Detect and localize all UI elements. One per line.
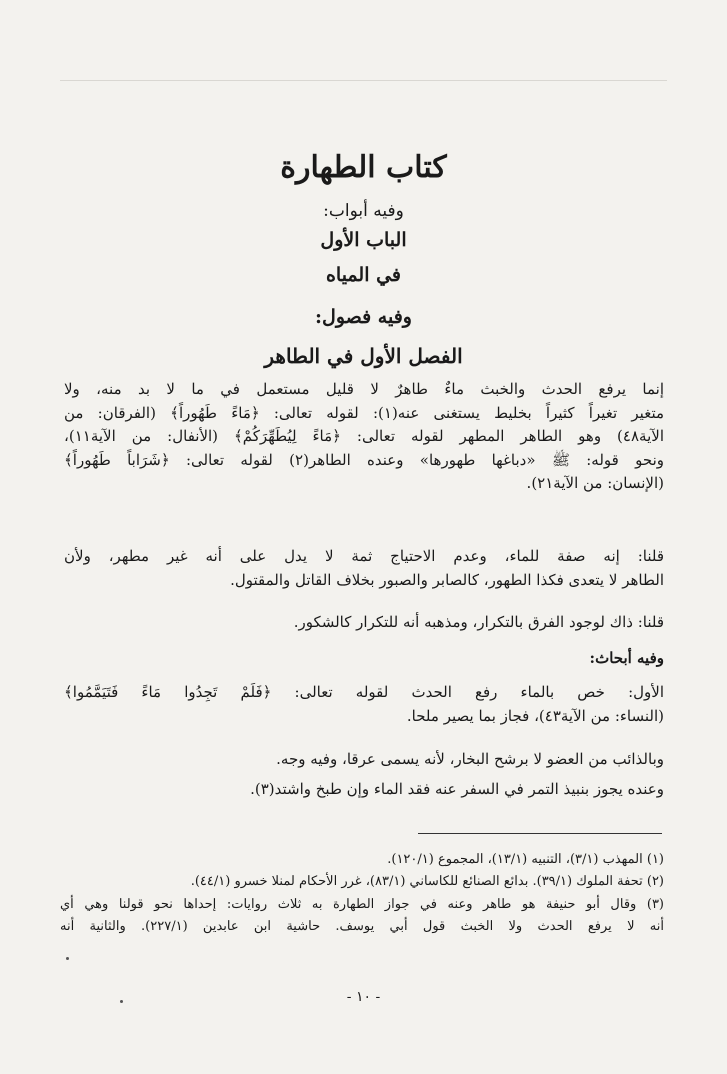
paragraph-line: ونحو قوله: ﷺ «دباغها طهورها» وعنده الطاهر(٢) لقوله تعالى: ﴿شَرَاباً طَهُوراً﴾ [64,450,664,469]
footnote-line: (٣) وقال أبو حنيفة هو طاهر وعنه في جواز الطهارة به ثلاث روايات: إحداها نحو قولنا وهي أي [60,897,664,912]
footnote-line: أنه لا يرفع الحدث ولا الخبث قول أبي يوسف. حاشية ابن عابدين (٢٢٧/١). والثانية أنه [60,919,664,934]
book-title: كتاب الطهارة [280,150,447,185]
paragraph-1 [64,378,664,496]
paragraph-line: (الإنسان: من الآية٢١). [526,474,664,492]
page-number: - ١٠ - [346,989,381,1005]
paragraph-6 [64,748,664,772]
paragraph-line: إنما يرفع الحدث والخبث ماءٌ طاهرٌ لا قليل مستعمل في ما لا بد منه، ولا [64,380,664,398]
paragraph-line: الأول: خص بالماء رفع الحدث لقوله تعالى: ﴿فَلَمْ تَجِدُوا مَاءً فَتَيَمَّمُوا﴾ [64,683,664,701]
paragraph-line: وعنده يجوز بنبيذ التمر في السفر عنه فقد الماء وإن طبخ واشتد(٣). [250,780,664,798]
footnote-2: (٢) تحفة الملوك (٣٩/١). بدائع الصنائع للكاساني (٨٣/١)، غرر الأحكام لمنلا خسرو (٤٤/١). [190,874,664,889]
paragraph-2 [64,545,664,592]
chapter-subtitle: في المياه [325,264,402,286]
ink-mark [66,957,69,960]
paragraph-line: قلنا: إنه صفة للماء، وعدم الاحتياج ثمة لا يدل على أنه غير مطهر، ولأن [64,547,664,565]
sections-intro: وفيه فصول: [315,306,412,328]
paragraph-line: (النساء: من الآية٤٣)، فجاز بما يصير ملحا. [406,706,664,725]
chapter-title: الباب الأول [320,229,407,251]
paragraph-line: وفيه أبحاث: [589,649,664,667]
section-title: الفصل الأول في الطاهر [264,344,463,368]
paragraph-5 [64,681,664,728]
footnote-separator [418,833,662,834]
paragraph-3 [64,611,664,635]
paragraph-line: متغير تغيراً كثيراً بخليط يستغنى عنه(١): لقوله تعالى: ﴿مَاءً طَهُوراً﴾ (الفرقان: من [64,403,665,422]
paragraph-line: وبالذائب من العضو لا برشح البخار، لأنه يسمى عرقا، وفيه وجه. [276,750,664,768]
paragraph-line: الطاهر لا يتعدى فكذا الطهور، كالصابر والصبور بخلاف القاتل والمقتول. [230,570,664,589]
footnote-3 [60,894,664,938]
paragraph-7 [64,778,664,802]
bleed-through-header [60,70,667,81]
footnote-1: (١) المهذب (٣/١)، التنبيه (١٣/١)، المجموع (١٢٠/١). [387,852,664,867]
paragraph-line: الآية٤٨) وهو الطاهر المطهر لقوله تعالى: ﴿مَاءً لِيُطَهِّرَكُمْ﴾ (الأنفال: من الآية١١)، [64,427,664,445]
subsection-intro [64,647,664,671]
paragraph-line: قلنا: ذاك لوجود الفرق بالتكرار، ومذهبه أنه للتكرار كالشكور. [293,613,664,631]
chapters-intro: وفيه أبواب: [323,201,404,221]
